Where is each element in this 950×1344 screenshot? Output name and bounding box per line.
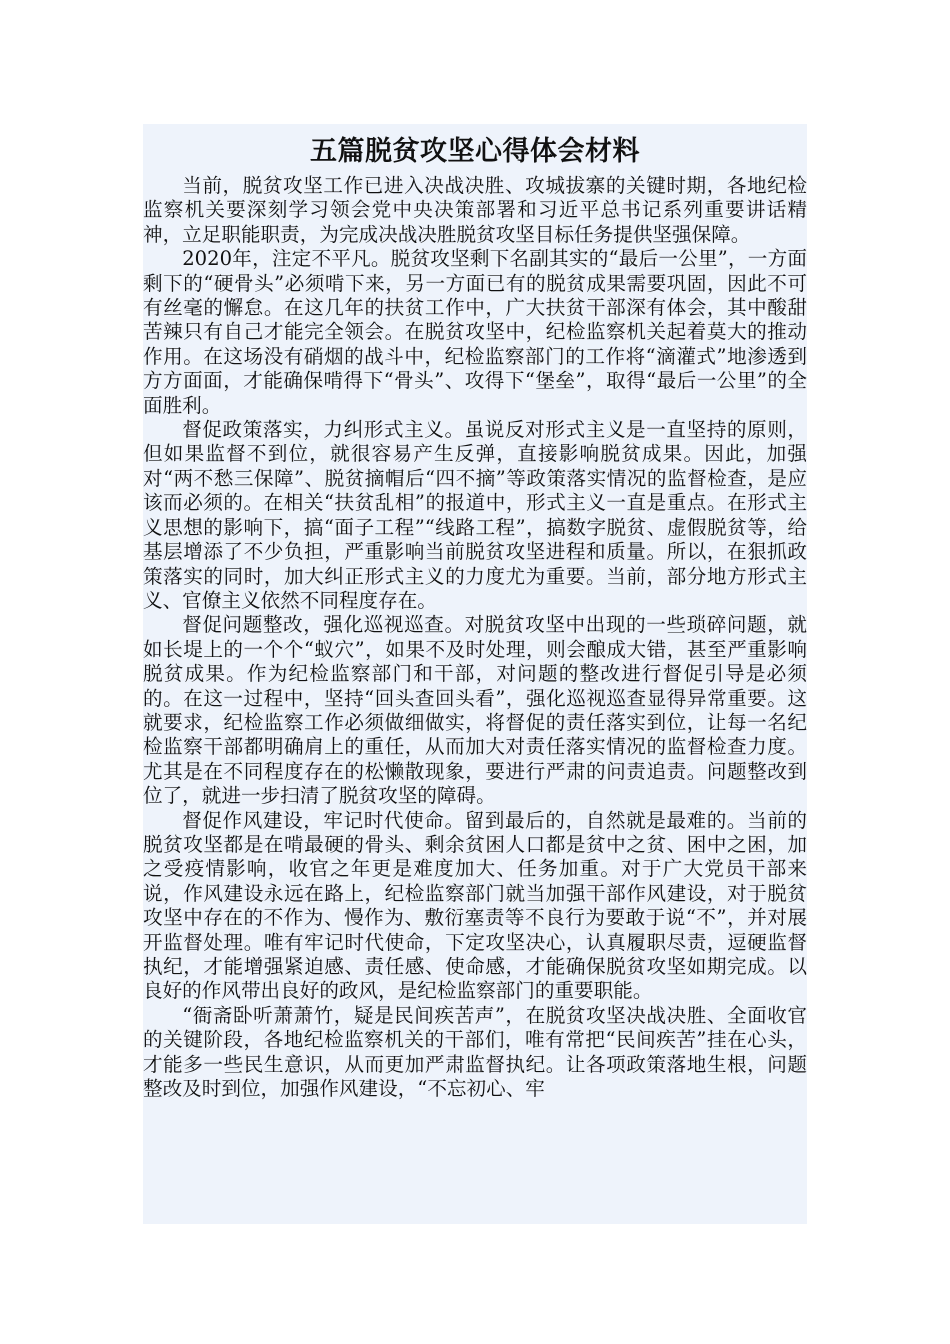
paragraph-rectification: 督促问题整改，强化巡视巡查。对脱贫攻坚中出现的一些琐碎问题，就如长堤上的一个个“蚁穴”，如果不及时处理，则会酿成大错，甚至严重影响脱贫成果。作为纪检监察部门和干部，对问题的整改进行督促引导是必须的。在这一过程中，坚持“回头查回头看”，强化巡视巡查显得异常重要。这就要求，纪检监察工作必须做细做实，将督促的责任落实到位，让每一名纪检监察干部都明确肩上的重任，从而加大对责任落实情况的监督检查力度。尤其是在不同程度存在的松懒散现象，要进行严肃的问责追责。问题整改到位了，就进一步扫清了脱贫攻坚的障碍。: [143, 613, 807, 808]
paragraph-policy: 督促政策落实，力纠形式主义。虽说反对形式主义是一直坚持的原则，但如果监督不到位，就很容易产生反弹，直接影响脱贫成果。因此，加强对“两不愁三保障”、脱贫摘帽后“四不摘”等政策落实情况的监督检查，是应该而必须的。在相关“扶贫乱相”的报道中，形式主义一直是重点。在形式主义思想的影响下，搞“面子工程”“线路工程”，搞数字脱贫、虚假脱贫等，给基层增添了不少负担，严重影响当前脱贫攻坚进程和质量。所以，在狠抓政策落实的同时，加大纠正形式主义的力度尤为重要。当前，部分地方形式主义、官僚主义依然不同程度存在。: [143, 418, 807, 612]
document-body: [143, 124, 807, 1224]
paragraph-2020: 2020年，注定不平凡。脱贫攻坚剩下名副其实的“最后一公里”，一方面剩下的“硬骨头”必须啃下来，另一方面已有的脱贫成果需要巩固，因此不可有丝毫的懈怠。在这几年的扶贫工作中，广大扶贫干部深有体会，其中酸甜苦辣只有自己才能完全领会。在脱贫攻坚中，纪检监察机关起着莫大的推动作用。在这场没有硝烟的战斗中，纪检监察部门的工作将“滴灌式”地渗透到方方面面，才能确保啃得下“骨头”、攻得下“堡垒”，取得“最后一公里”的全面胜利。: [143, 247, 807, 417]
paragraph-conclusion: “衙斋卧听萧萧竹，疑是民间疾苦声”，在脱贫攻坚决战决胜、全面收官的关键阶段，各地纪检监察机关的干部们，唯有常把“民间疾苦”挂在心头，才能多一些民生意识，从而更加严肃监督执纪。让各项政策落地生根，问题整改及时到位，加强作风建设，“不忘初心、牢: [143, 1003, 807, 1101]
paragraph-intro: 当前，脱贫攻坚工作已进入决战决胜、攻城拔寨的关键时期，各地纪检监察机关要深刻学习领会党中央决策部署和习近平总书记系列重要讲话精神，立足职能职责，为完成决战决胜脱贫攻坚目标任务提供坚强保障。: [143, 174, 807, 246]
paragraph-style: 督促作风建设，牢记时代使命。留到最后的，自然就是最难的。当前的脱贫攻坚都是在啃最硬的骨头、剩余贫困人口都是贫中之贫、困中之困，加之受疫情影响，收官之年更是难度加大、任务加重。对于广大党员干部来说，作风建设永远在路上，纪检监察部门就当加强干部作风建设，对于脱贫攻坚中存在的不作为、慢作为、敷衍塞责等不良行为要敢于说“不”，并对展开监督处理。唯有牢记时代使命，下定攻坚决心，认真履职尽责，逗硬监督执纪，才能增强紧迫感、责任感、使命感，才能确保脱贫攻坚如期完成。以良好的作风带出良好的政风，是纪检监察部门的重要职能。: [143, 808, 807, 1003]
document-title: 五篇脱贫攻坚心得体会材料: [310, 136, 640, 167]
